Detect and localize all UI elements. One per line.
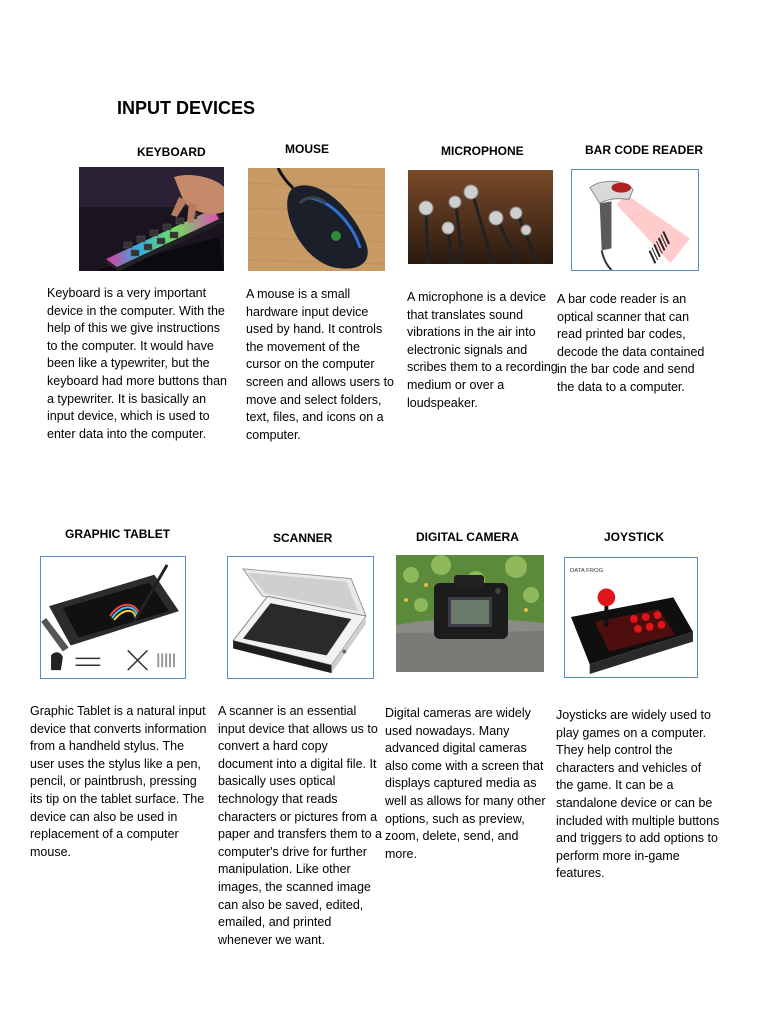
keyboard-photo-icon <box>79 167 224 271</box>
mouse-image <box>248 168 385 271</box>
graphic-tablet-description: Graphic Tablet is a natural input device that converts information from a handheld stylus. The user uses the stylus like a pen, pencil, or paintbrush, pressing its tip on the tablet surface. The device can also be used in replacement of a computer mouse. <box>30 704 207 859</box>
digital-camera-image <box>396 555 544 672</box>
keyboard-description: Keyboard is a very important device in the computer. With the help of this we give instructions to the computer. It would have been like a typewriter, but the keyboard had more buttons than a typewriter. It is basically an input device, which is used to enter data into the computer. <box>47 286 227 441</box>
joystick-description: Joysticks are widely used to play games on a computer. They help control the characters and vehicles of the game. It can be a standalone device or can be included with multiple buttons and triggers to add options to perform more in-game features. <box>556 708 720 881</box>
bar-code-reader-heading: BAR CODE READER <box>585 143 704 157</box>
microphone-photo-icon <box>408 170 553 264</box>
joystick-heading: JOYSTICK <box>604 530 665 544</box>
svg-text:DATA FROG: DATA FROG <box>570 567 604 574</box>
microphone-image <box>408 170 553 264</box>
bar-code-reader-image <box>571 169 699 271</box>
scanner-description: A scanner is an essential input device that allows us to convert a hard copy document into a digital file. It basically uses optical technology that reads characters or pictures from a paper and transfers them to a computer's drive for further manipulation. Like other images, the scanned image can also be saved, edited, emailed, and printed whenever we want. <box>218 704 382 947</box>
graphic-tablet-photo-icon <box>41 557 185 678</box>
scanner-image <box>227 556 374 679</box>
mouse-heading: MOUSE <box>285 142 330 156</box>
microphone-heading: MICROPHONE <box>441 144 524 158</box>
mouse-description: A mouse is a small hardware input device used by hand. It controls the movement of the cursor on the computer screen and allows users to move and select folders, text, files, and icons on a computer. <box>246 287 394 442</box>
graphic-tablet-image <box>40 556 186 679</box>
digital-camera-heading: DIGITAL CAMERA <box>416 530 519 544</box>
keyboard-image <box>79 167 224 271</box>
joystick-photo-icon <box>565 558 697 677</box>
page-title: INPUT DEVICES <box>117 98 256 118</box>
scanner-photo-icon <box>228 557 373 678</box>
joystick-image <box>564 557 698 678</box>
microphone-description: A microphone is a device that translates sound vibrations in the air into electronic signals and scribes them to a recording medium or over a loudspeaker. <box>407 290 558 410</box>
barcode-reader-photo-icon <box>572 170 698 270</box>
bar-code-reader-description: A bar code reader is an optical scanner that can read printed bar codes, decode the data contained in the bar code and send the data to a computer. <box>557 292 705 394</box>
scanner-heading: SCANNER <box>273 531 333 545</box>
digital-camera-photo-icon <box>396 555 544 672</box>
keyboard-heading: KEYBOARD <box>137 145 206 159</box>
graphic-tablet-heading: GRAPHIC TABLET <box>65 527 171 541</box>
digital-camera-description: Digital cameras are widely used nowadays. Many advanced digital cameras also come with a screen that displays captured media as well as allows for many other options, such as preview, zoom, delete, send, and more. <box>385 706 546 861</box>
mouse-photo-icon <box>248 168 385 271</box>
